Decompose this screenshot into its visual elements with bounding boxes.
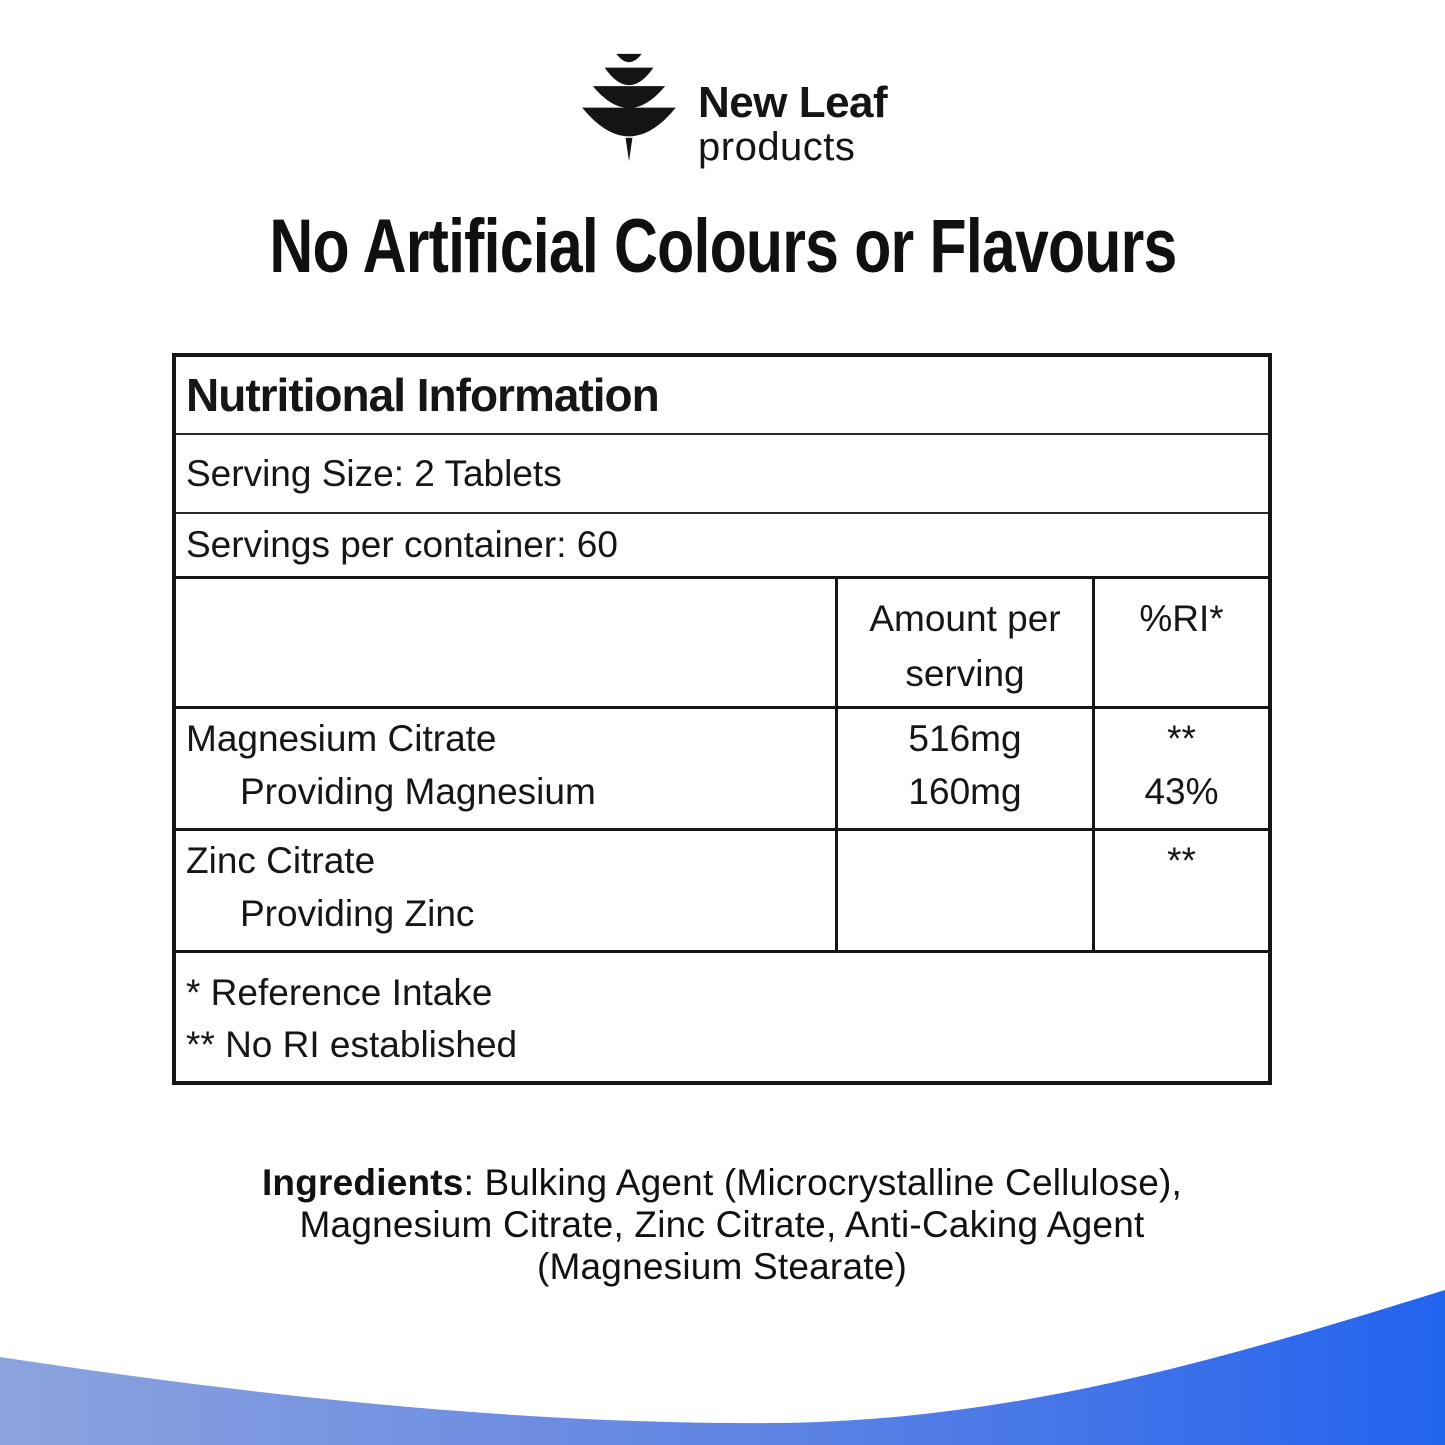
new-leaf-tree-icon bbox=[580, 50, 678, 172]
amount-providing-magnesium: 160mg bbox=[908, 771, 1022, 812]
col-header-blank bbox=[176, 579, 835, 706]
ri-providing-zinc bbox=[1095, 892, 1268, 936]
row-label-providing-magnesium: Providing Magnesium bbox=[240, 771, 596, 812]
row-label-zinc-citrate: Zinc Citrate bbox=[186, 840, 376, 881]
bottom-wave-decoration bbox=[0, 1280, 1445, 1445]
headline bbox=[0, 203, 1445, 290]
ri-magnesium-citrate: ** bbox=[1167, 718, 1196, 759]
ri-providing-magnesium: 43% bbox=[1144, 771, 1219, 812]
brand-logo bbox=[580, 50, 887, 172]
table-footnotes bbox=[176, 953, 1268, 1081]
nutrition-table-title: Nutritional Information bbox=[176, 357, 1268, 435]
amount-magnesium-citrate: 516mg bbox=[908, 718, 1022, 759]
serving-size: Serving Size: 2 Tablets bbox=[176, 435, 1268, 514]
ingredients-text bbox=[222, 1162, 1222, 1288]
nutrition-table bbox=[172, 353, 1272, 1085]
table-section-magnesium bbox=[176, 709, 1268, 831]
servings-per-container: Servings per container: 60 bbox=[176, 514, 1268, 579]
amount-zinc-citrate bbox=[838, 839, 1092, 883]
row-label-providing-zinc: Providing Zinc bbox=[240, 893, 475, 934]
headline-text: No Artificial Colours or Flavours bbox=[268, 204, 1177, 289]
brand-subname: products bbox=[698, 125, 856, 169]
table-section-zinc bbox=[176, 831, 1268, 953]
ingredients-list: : Bulking Agent (Microcrystalline Cellulose), Magnesium Citrate, Zinc Citrate, Anti-Caking Agent (Magnesium Stearate) bbox=[299, 1162, 1183, 1287]
footnote-no-ri: ** No RI established bbox=[186, 1024, 518, 1065]
footnote-reference-intake: * Reference Intake bbox=[186, 972, 493, 1013]
table-column-headers bbox=[176, 579, 1268, 709]
brand-name: New Leaf bbox=[698, 78, 888, 127]
col-header-percent-ri: %RI* bbox=[1092, 579, 1268, 706]
ri-zinc-citrate: ** bbox=[1167, 840, 1196, 881]
row-label-magnesium-citrate: Magnesium Citrate bbox=[186, 718, 497, 759]
amount-providing-zinc bbox=[838, 892, 1092, 936]
col-header-amount-per-serving: Amount per serving bbox=[835, 579, 1092, 706]
ingredients-label: Ingredients bbox=[261, 1162, 464, 1203]
brand-wordmark bbox=[698, 80, 887, 168]
